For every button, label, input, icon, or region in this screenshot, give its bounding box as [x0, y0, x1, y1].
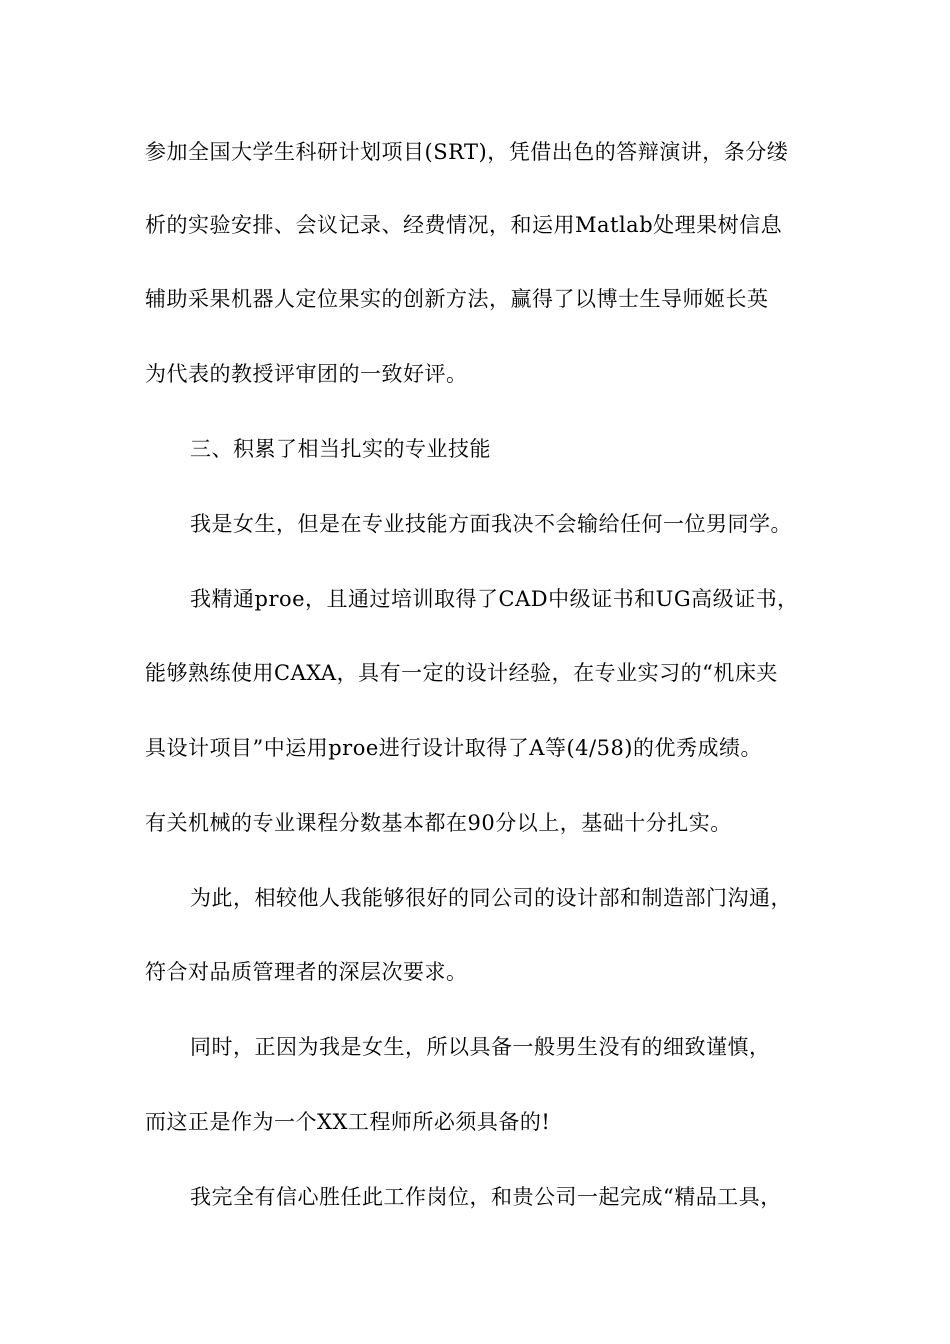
text-line: 能够熟练使用CAXA，具有一定的设计经验，在专业实习的“机床夹 [145, 661, 778, 685]
text-line: 而这正是作为一个XX工程师所必须具备的! [145, 1110, 551, 1134]
text-line: 为此，相较他人我能够很好的同公司的设计部和制造部门沟通， [190, 886, 792, 910]
text-line: 符合对品质管理者的深层次要求。 [145, 960, 468, 984]
text-line: 辅助采果机器人定位果实的创新方法，赢得了以博士生导师姬长英 [145, 287, 769, 311]
text-line: 参加全国大学生科研计划项目(SRT)，凭借出色的答辩演讲，条分缕 [145, 140, 789, 164]
text-line: 我完全有信心胜任此工作岗位，和贵公司一起完成“精品工具， [190, 1185, 782, 1209]
text-line: 我是女生，但是在专业技能方面我决不会输给任何一位男同学。 [190, 512, 792, 536]
text-line: 同时，正因为我是女生，所以具备一般男生没有的细致谨慎， [190, 1035, 771, 1059]
text-line: 析的实验安排、会议记录、经费情况，和运用Matlab处理果树信息 [145, 213, 783, 237]
text-line: 具设计项目”中运用proe进行设计取得了A等(4/58)的优秀成绩。 [145, 736, 762, 760]
text-line: 有关机械的专业课程分数基本都在90分以上，基础十分扎实。 [145, 811, 732, 835]
text-line: 我精通proe，且通过培训取得了CAD中级证书和UG高级证书， [190, 587, 799, 611]
text-line: 为代表的教授评审团的一致好评。 [145, 362, 468, 386]
section-heading: 三、积累了相当扎实的专业技能 [190, 437, 491, 461]
